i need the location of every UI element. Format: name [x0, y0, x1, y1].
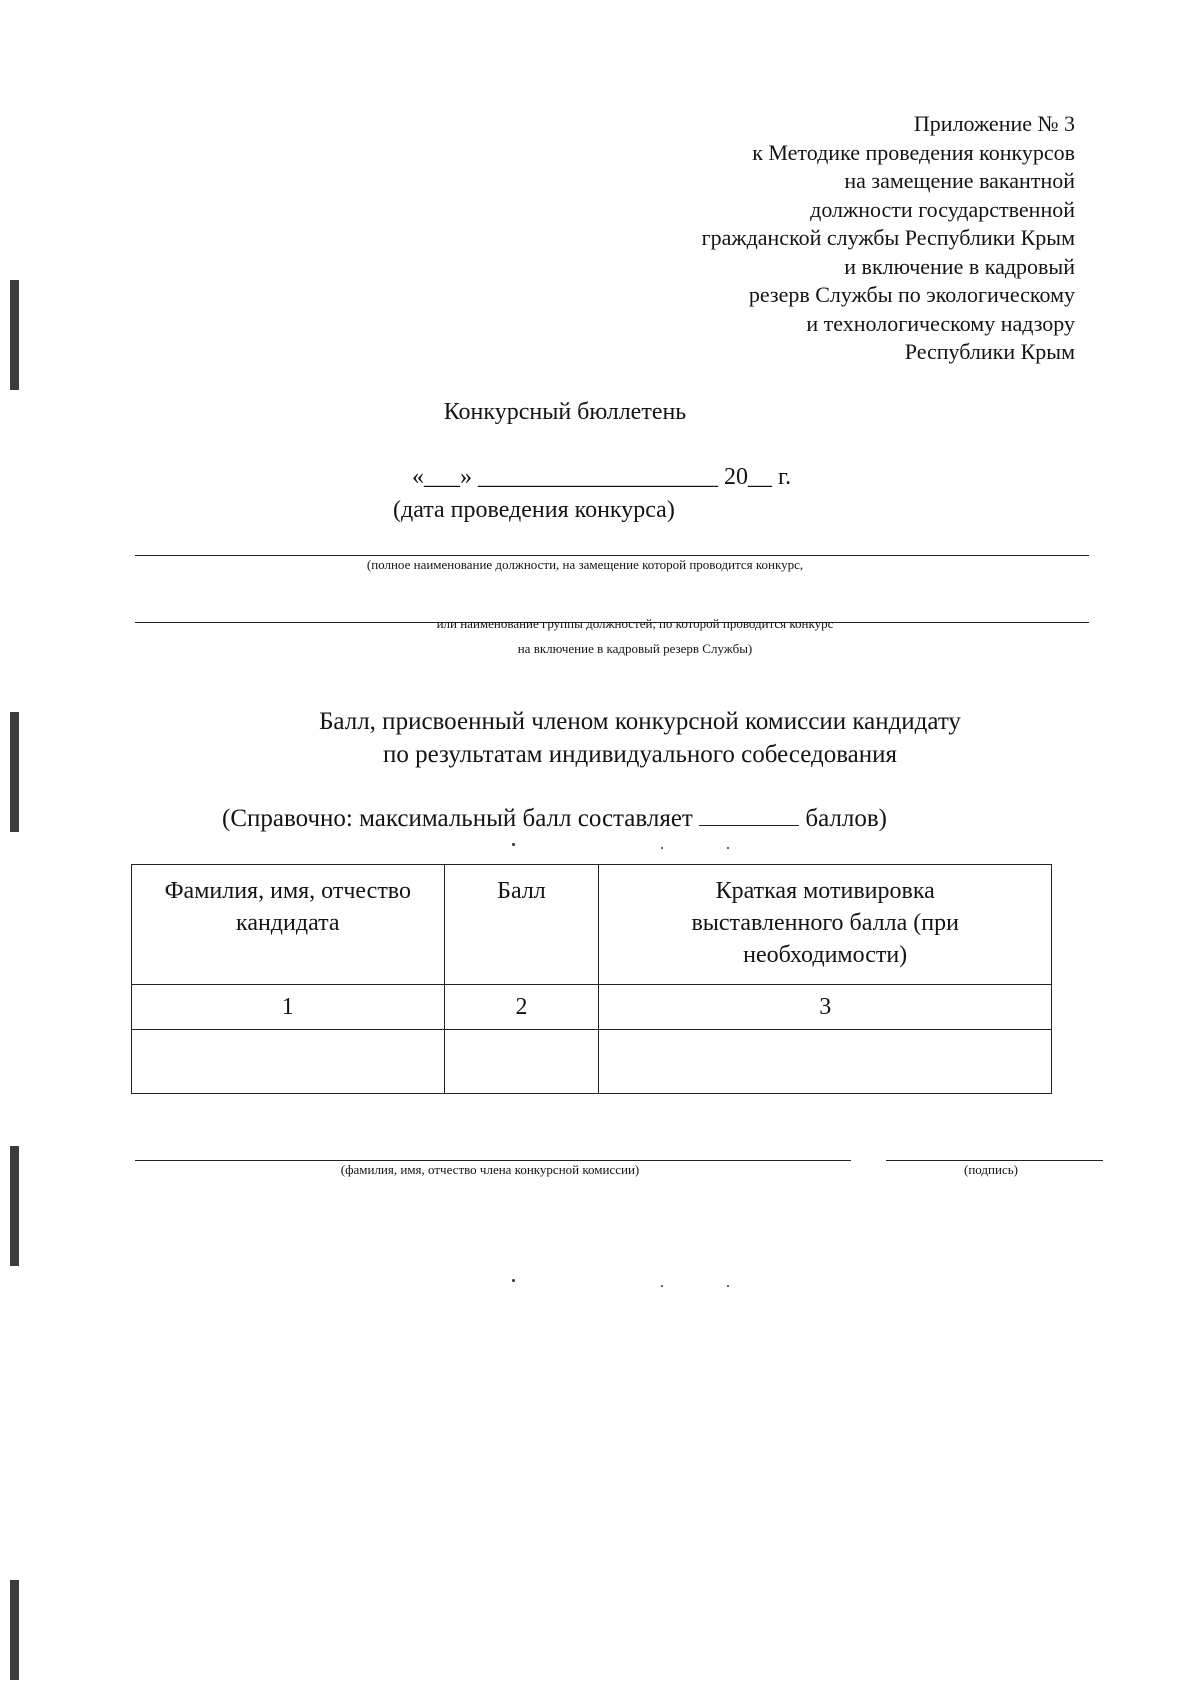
- candidate-name-cell[interactable]: [132, 1030, 445, 1094]
- scan-dot: [727, 1285, 729, 1287]
- position-caption-1: (полное наименование должности, на замещение которой проводится конкурс,: [366, 557, 804, 572]
- score-cell[interactable]: [444, 1030, 599, 1094]
- scan-dot: [512, 1279, 515, 1282]
- column-number: 3: [599, 985, 1052, 1030]
- signature-caption: (подпись): [964, 1162, 1018, 1177]
- signature-line: [886, 1160, 1103, 1161]
- max-score-note-suffix: баллов): [805, 805, 887, 832]
- score-heading: [0, 705, 1200, 771]
- date-field: «___» ____________________ 20__ г.: [412, 464, 792, 490]
- motivation-cell[interactable]: [599, 1030, 1052, 1094]
- table-row: [132, 985, 1052, 1030]
- scan-edge-mark: [10, 1580, 19, 1680]
- score-table: [131, 864, 1052, 1094]
- scan-dot: [727, 847, 729, 849]
- scan-dot: [512, 843, 515, 846]
- scan-edge-mark: [10, 280, 19, 390]
- appendix-line: к Методике проведения конкурсов: [752, 139, 1075, 165]
- appendix-line: Республики Крым: [904, 339, 1075, 364]
- header-candidate-name: Фамилия, имя, отчество кандидата: [132, 865, 445, 985]
- scan-edge-mark: [10, 712, 19, 832]
- appendix-line: и технологическому надзору: [806, 310, 1075, 336]
- scan-dot: [661, 1285, 663, 1287]
- appendix-line: должности государственной: [810, 196, 1075, 222]
- appendix-line: резерв Службы по экологическому: [748, 282, 1075, 307]
- column-number: 2: [444, 985, 599, 1030]
- position-line-1: [135, 555, 1089, 556]
- appendix-line: и включение в кадровый: [844, 253, 1075, 279]
- date-caption: (дата проведения конкурса): [393, 497, 675, 523]
- appendix-line: Приложение № 3: [913, 111, 1075, 136]
- score-heading-line: по результатам индивидуального собеседования: [382, 741, 898, 768]
- column-number: 1: [132, 985, 445, 1030]
- document-title: Конкурсный бюллетень: [443, 399, 687, 425]
- max-score-blank: [699, 807, 799, 826]
- position-caption-3: на включение в кадровый резерв Службы): [517, 641, 753, 656]
- header-score: Балл: [444, 865, 599, 985]
- table-header-row: [132, 865, 1052, 985]
- table-row: [132, 1030, 1052, 1094]
- appendix-block: [702, 110, 1075, 367]
- header-motivation: Краткая мотивировка выставленного балла (при необходимости): [599, 865, 1052, 985]
- commission-member-name-caption: (фамилия, имя, отчество члена конкурсной комиссии): [340, 1162, 640, 1177]
- score-heading-line: Балл, присвоенный членом конкурсной комиссии кандидату: [319, 708, 961, 735]
- appendix-line: гражданской службы Республики Крым: [701, 225, 1075, 250]
- appendix-line: на замещение вакантной: [844, 168, 1075, 193]
- scan-dot: [661, 847, 663, 849]
- max-score-note: [222, 805, 887, 833]
- max-score-note-prefix: (Справочно: максимальный балл составляет: [222, 805, 693, 832]
- commission-member-name-line: [135, 1160, 851, 1161]
- scan-edge-mark: [10, 1146, 19, 1266]
- position-caption-2: или наименование группы должностей, по которой проводится конкурс: [436, 616, 834, 631]
